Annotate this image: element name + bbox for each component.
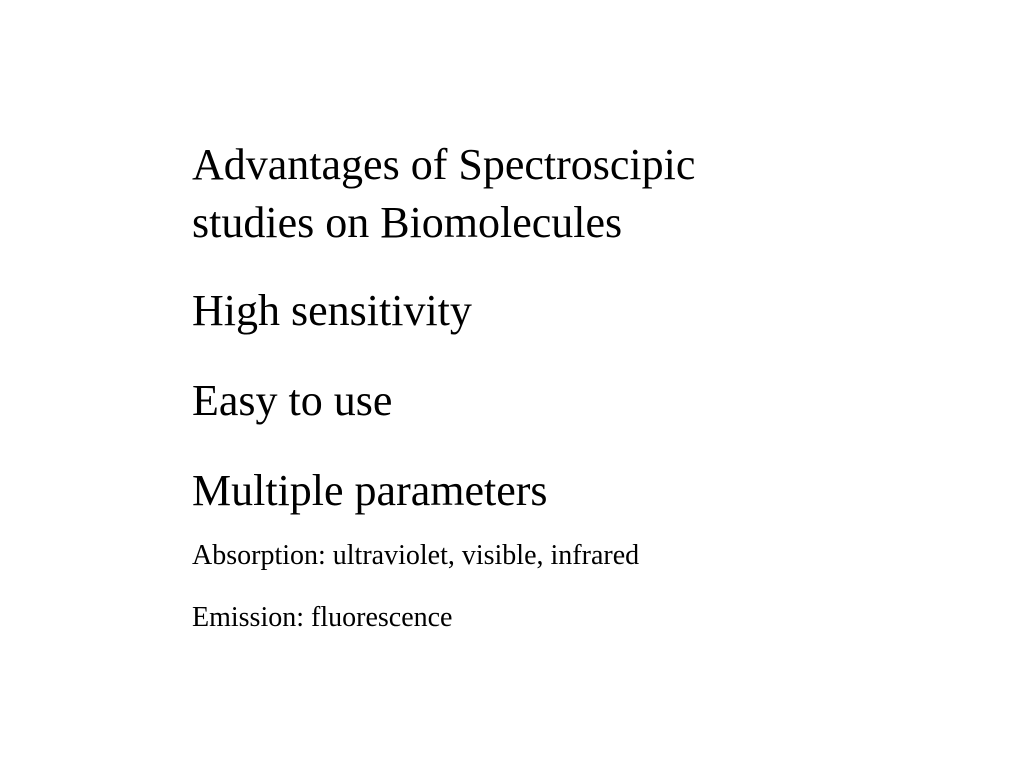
slide-content	[192, 136, 972, 636]
sub-point-emission: Emission: fluorescence	[192, 602, 453, 633]
slide-title-line-2: studies on Biomolecules	[192, 198, 623, 247]
point-easy-to-use: Easy to use	[192, 376, 393, 425]
slide-title-line-1: Advantages of Spectroscipic	[192, 140, 696, 189]
slide-title	[192, 136, 972, 252]
point-high-sensitivity: High sensitivity	[192, 286, 472, 335]
point-multiple-parameters: Multiple parameters	[192, 466, 548, 515]
sub-point-absorption: Absorption: ultraviolet, visible, infrared	[192, 540, 640, 571]
